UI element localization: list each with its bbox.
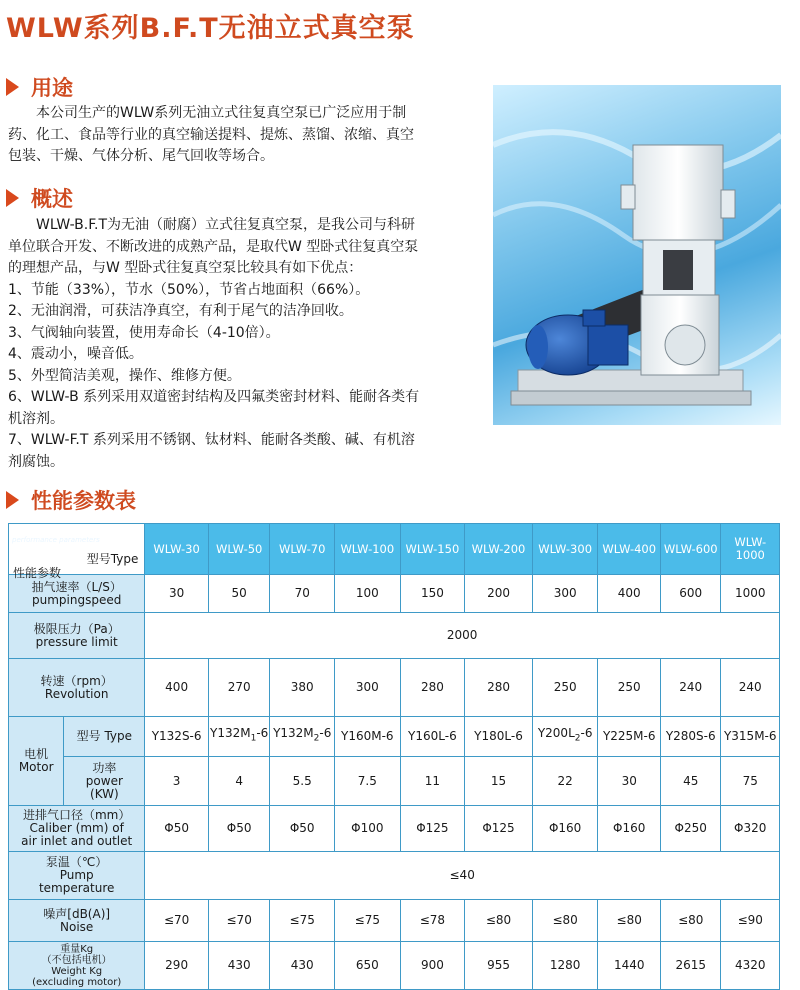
model-header: WLW-50 xyxy=(208,524,270,575)
section-label: 用途 xyxy=(31,76,73,100)
motor-model-subscript: 1 xyxy=(250,733,257,744)
table-cell: Φ50 xyxy=(145,806,209,852)
table-cell: 270 xyxy=(208,659,270,717)
table-cell: ≤80 xyxy=(532,900,598,942)
model-header: WLW-70 xyxy=(270,524,335,575)
table-cell: 955 xyxy=(465,942,533,990)
row-label xyxy=(9,613,145,659)
motor-type-label: 型号 Type xyxy=(64,717,145,757)
table-cell: 75 xyxy=(721,757,780,806)
table-cell xyxy=(145,717,209,757)
motor-model: Y280S-6 xyxy=(665,729,716,743)
row-noise xyxy=(9,900,780,942)
corner-param-english: performance parameters xyxy=(12,536,100,544)
table-cell: 150 xyxy=(400,575,465,613)
table-cell: 45 xyxy=(660,757,720,806)
motor-model: Y200L xyxy=(537,726,575,741)
triangle-bullet-icon xyxy=(6,189,19,207)
corner-type-label: 型号Type xyxy=(86,552,139,566)
triangle-bullet-icon xyxy=(6,491,19,509)
row-label-zh: 功率 xyxy=(92,760,117,775)
text-line: 7、WLW-F.T 系列采用不锈钢、钛材料、能耐各类酸、碱、有机溶 xyxy=(8,432,415,448)
table-cell: 4320 xyxy=(721,942,780,990)
table-corner-cell xyxy=(9,524,145,580)
table-cell: 240 xyxy=(660,659,720,717)
text-line: 包装、干燥、气体分析、尾气回收等场合。 xyxy=(8,148,274,164)
table-cell xyxy=(660,717,720,757)
text-line: 的理想产品，与W 型卧式往复真空泵比较具有如下优点： xyxy=(8,260,363,276)
row-revolution xyxy=(9,659,780,717)
motor-label xyxy=(9,717,64,806)
model-header: WLW-150 xyxy=(400,524,465,575)
table-cell: Φ125 xyxy=(400,806,465,852)
table-cell: 400 xyxy=(598,575,661,613)
table-cell: 7.5 xyxy=(335,757,401,806)
performance-table xyxy=(8,523,780,990)
row-label-zh: 电机 xyxy=(24,747,49,761)
row-label xyxy=(9,575,145,613)
table-cell: 430 xyxy=(270,942,335,990)
table-cell: Φ320 xyxy=(721,806,780,852)
table-cell xyxy=(270,717,335,757)
row-label-zh: （不包括电机） xyxy=(41,954,112,966)
motor-model: Y225M-6 xyxy=(602,729,656,743)
table-cell: 240 xyxy=(721,659,780,717)
row-label-zh: 极限压力（Pa） xyxy=(33,621,120,636)
table-cell: ≤75 xyxy=(335,900,401,942)
motor-model: Y315M-6 xyxy=(723,729,777,743)
corner-param-label: 性能参数 xyxy=(13,566,62,580)
motor-model: Y160L-6 xyxy=(408,729,457,743)
table-cell: 250 xyxy=(598,659,661,717)
section-overview-heading xyxy=(6,183,73,213)
motor-model-suffix: -6 xyxy=(580,726,593,741)
table-cell xyxy=(400,717,465,757)
table-cell: 1280 xyxy=(532,942,598,990)
row-label xyxy=(9,900,145,942)
text-line: 2、无油润滑，可获洁净真空，有利于尾气的洁净回收。 xyxy=(8,303,353,319)
text-line: 单位联合开发、不断改进的成熟产品，是取代W 型卧式往复真空泵 xyxy=(8,238,419,255)
table-cell: 100 xyxy=(335,575,401,613)
row-label-zh: 进排气口径（mm） xyxy=(22,808,131,822)
row-label-en: power xyxy=(85,773,123,788)
text-line: 1、节能（33%），节水（50%），节省占地面积（66%）。 xyxy=(8,281,370,298)
text-line: 3、气阀轴向装置，使用寿命长（4-10倍）。 xyxy=(8,324,280,341)
motor-model: Y160M-6 xyxy=(341,729,394,743)
model-header: WLW-200 xyxy=(465,524,533,575)
table-cell: 250 xyxy=(532,659,598,717)
table-cell: ≤80 xyxy=(660,900,720,942)
row-label-en: Revolution xyxy=(44,686,109,701)
table-cell: 300 xyxy=(532,575,598,613)
table-cell: 1440 xyxy=(598,942,661,990)
table-cell-merged: 2000 xyxy=(145,613,780,659)
table-cell: 3 xyxy=(145,757,209,806)
motor-model: Y132M xyxy=(210,726,251,741)
row-weight xyxy=(9,942,780,990)
table-cell-merged: ≤40 xyxy=(145,852,780,900)
table-cell: 600 xyxy=(660,575,720,613)
table-cell: ≤90 xyxy=(721,900,780,942)
motor-model: Y180L-6 xyxy=(474,729,523,743)
motor-model-subscript: 2 xyxy=(313,733,320,744)
row-motor-type xyxy=(9,717,780,757)
row-label xyxy=(9,806,145,852)
row-label xyxy=(9,942,145,990)
table-cell: 200 xyxy=(465,575,533,613)
table-cell: 70 xyxy=(270,575,335,613)
text-line: WLW-B.F.T为无油（耐腐）立式往复真空泵，是我公司与科研 xyxy=(36,217,416,233)
model-header: WLW-300 xyxy=(532,524,598,575)
table-cell: Φ250 xyxy=(660,806,720,852)
table-cell xyxy=(532,717,598,757)
table-cell: 22 xyxy=(532,757,598,806)
motor-model-suffix: -6 xyxy=(319,726,332,741)
table-cell: 11 xyxy=(400,757,465,806)
table-cell: 2615 xyxy=(660,942,720,990)
motor-model-subscript: 2 xyxy=(574,733,581,744)
row-label-en: Noise xyxy=(60,919,94,934)
row-label-en: pumpingspeed xyxy=(32,592,122,607)
table-cell: ≤80 xyxy=(598,900,661,942)
model-header: WLW-600 xyxy=(660,524,720,575)
text-line: 药、化工、食品等行业的真空输送提料、提炼、蒸馏、浓缩、真空 xyxy=(8,126,414,143)
usage-paragraph xyxy=(8,103,483,168)
table-cell: 380 xyxy=(270,659,335,717)
table-cell: Φ125 xyxy=(465,806,533,852)
table-cell: ≤70 xyxy=(208,900,270,942)
table-cell: ≤75 xyxy=(270,900,335,942)
table-cell: Φ160 xyxy=(532,806,598,852)
table-cell: 290 xyxy=(145,942,209,990)
table-cell: 430 xyxy=(208,942,270,990)
text-line: 4、震动小，噪音低。 xyxy=(8,346,143,362)
row-caliber xyxy=(9,806,780,852)
row-label-en: pressure limit xyxy=(35,634,118,649)
overview-paragraph xyxy=(8,215,483,473)
row-pump-temperature xyxy=(9,852,780,900)
motor-power-label xyxy=(64,757,145,806)
table-cell: ≤78 xyxy=(400,900,465,942)
table-cell: Φ50 xyxy=(270,806,335,852)
table-cell: 650 xyxy=(335,942,401,990)
table-cell: 50 xyxy=(208,575,270,613)
table-cell: Φ100 xyxy=(335,806,401,852)
model-header: WLW-1000 xyxy=(721,524,780,575)
table-cell xyxy=(465,717,533,757)
row-label-unit: (KW) xyxy=(90,786,119,801)
triangle-bullet-icon xyxy=(6,78,19,96)
table-cell: 5.5 xyxy=(270,757,335,806)
row-label xyxy=(9,852,145,900)
row-label-zh: 抽气速率（L/S） xyxy=(31,579,122,594)
row-label-zh: 转速（rpm） xyxy=(40,673,113,688)
motor-model: Y132S-6 xyxy=(151,729,202,743)
vacuum-pump-illustration xyxy=(493,85,781,425)
motor-model: Y132M xyxy=(273,726,314,741)
row-label-en: air inlet and outlet xyxy=(21,834,133,848)
row-label-en: temperature xyxy=(38,881,115,895)
table-cell: 30 xyxy=(145,575,209,613)
table-cell xyxy=(598,717,661,757)
section-specs-heading xyxy=(6,485,136,515)
table-cell: 280 xyxy=(465,659,533,717)
text-line: 5、外型简洁美观，操作、维修方便。 xyxy=(8,367,241,384)
table-cell xyxy=(721,717,780,757)
table-cell: 280 xyxy=(400,659,465,717)
row-label-zh: 噪声[dB(A)] xyxy=(43,906,111,921)
motor-model-suffix: -6 xyxy=(256,726,269,741)
row-label-en: Motor xyxy=(18,760,54,774)
table-cell: 300 xyxy=(335,659,401,717)
text-line: 剂腐蚀。 xyxy=(8,453,64,470)
table-cell: Φ50 xyxy=(208,806,270,852)
table-cell: 1000 xyxy=(721,575,780,613)
table-cell: 4 xyxy=(208,757,270,806)
model-header: WLW-30 xyxy=(145,524,209,575)
text-line: 机溶剂。 xyxy=(8,410,64,427)
row-label-zh: 泵温（℃） xyxy=(45,855,108,869)
section-label: 概述 xyxy=(31,187,73,211)
row-label-zh: 重量Kg xyxy=(60,943,94,955)
table-cell xyxy=(335,717,401,757)
section-usage-heading xyxy=(6,72,73,102)
table-cell: 400 xyxy=(145,659,209,717)
row-label-en: Weight Kg xyxy=(51,965,103,977)
model-header: WLW-400 xyxy=(598,524,661,575)
table-cell: ≤80 xyxy=(465,900,533,942)
row-label-en: Caliber (mm) of xyxy=(29,821,124,835)
table-cell xyxy=(208,717,270,757)
row-label-en: Pump xyxy=(59,868,94,882)
row-pressure-limit xyxy=(9,613,780,659)
model-header: WLW-100 xyxy=(335,524,401,575)
section-label: 性能参数表 xyxy=(31,489,136,513)
text-line: 6、WLW-B 系列采用双道密封结构及四氟类密封材料、能耐各类有 xyxy=(8,389,420,405)
table-header-row xyxy=(9,524,780,575)
row-motor-power xyxy=(9,757,780,806)
table-cell: 900 xyxy=(400,942,465,990)
page-title: WLW系列B.F.T无油立式真空泵 xyxy=(6,13,415,44)
product-photo xyxy=(493,85,781,425)
row-pumping-speed xyxy=(9,575,780,613)
table-cell: Φ160 xyxy=(598,806,661,852)
table-cell: ≤70 xyxy=(145,900,209,942)
row-label-en: (excluding motor) xyxy=(32,976,122,988)
row-label xyxy=(9,659,145,717)
table-cell: 30 xyxy=(598,757,661,806)
table-cell: 15 xyxy=(465,757,533,806)
text-line: 本公司生产的WLW系列无油立式往复真空泵已广泛应用于制 xyxy=(36,105,407,121)
